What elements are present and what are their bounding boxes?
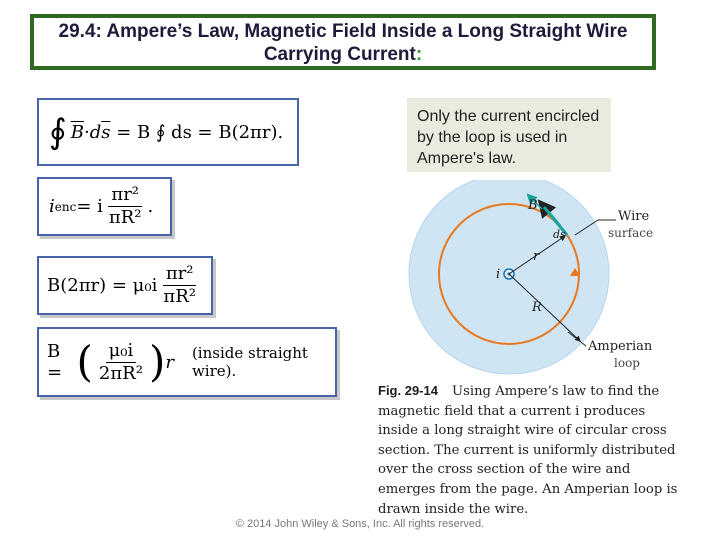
label-amperian: Amperian xyxy=(588,339,653,354)
eq4-numerator: μ₀i xyxy=(106,340,137,363)
equation-b-times-circumference xyxy=(37,256,213,315)
title-text: 29.4: Ampere’s Law, Magnetic Field Inside a Long Straight Wire Carrying Current xyxy=(58,21,628,65)
b-dot-ds: $\overline{B}\cdot d\overline{s}$ xyxy=(70,121,111,143)
left-paren: ( xyxy=(76,337,93,386)
equation-amperes-law xyxy=(37,98,299,166)
caption-text: Using Ampere’s law to find the magnetic field that a current i produces inside a long straight wire of circular cross section. The current is uniformly distributed over the cross section of the wire and emerges from the page. An Amperian loop is drawn inside the wire. xyxy=(378,384,678,517)
label-loop: loop xyxy=(614,356,640,370)
title-colon: : xyxy=(415,44,423,65)
eq2-tail: . xyxy=(147,196,154,217)
equation-b-inside-wire xyxy=(37,327,337,397)
eq4-fraction xyxy=(96,340,146,385)
copyright-footer: © 2014 John Wiley & Sons, Inc. All rights reserved. xyxy=(235,518,485,530)
label-wire: Wire xyxy=(618,209,650,224)
label-ds: ds xyxy=(553,228,566,241)
label-i: i xyxy=(496,267,501,282)
eq4-tail: r xyxy=(165,351,174,373)
slide-title xyxy=(30,14,656,70)
eq3-fraction xyxy=(160,263,199,308)
eq4-lhs: B = xyxy=(47,341,63,383)
eq2-numerator: πr² xyxy=(108,184,142,207)
label-R: R xyxy=(532,300,542,315)
wire-cross-section-figure xyxy=(370,180,690,380)
eq1-rhs: = B ∮ ds = B(2πr). xyxy=(116,121,284,143)
eq2-fraction xyxy=(106,184,145,229)
figure-number: Fig. 29-14 xyxy=(378,383,438,398)
eq4-denominator: 2πR² xyxy=(98,362,143,384)
eq3-numerator: πr² xyxy=(163,263,197,286)
eq2-equals: = i xyxy=(76,196,103,217)
eq2-denominator: πR² xyxy=(108,207,142,228)
label-r: r xyxy=(533,249,540,264)
eq4-note: (inside straight wire). xyxy=(191,344,308,380)
equation-i-enclosed xyxy=(37,177,172,236)
label-B: B xyxy=(528,198,538,213)
note-box: Only the current encircled by the loop is used in Ampere's law. xyxy=(407,98,611,172)
contour-integral-symbol: ∮ xyxy=(49,112,67,152)
eq3-denominator: πR² xyxy=(163,286,196,307)
eq3-lhs: B(2πr) = μ₀i xyxy=(47,275,158,296)
eq2-sub: enc xyxy=(54,199,77,214)
right-paren: ) xyxy=(148,337,166,386)
label-surface: surface xyxy=(608,226,654,240)
figure-caption xyxy=(378,381,688,519)
eq2-lhs: i xyxy=(49,196,55,217)
